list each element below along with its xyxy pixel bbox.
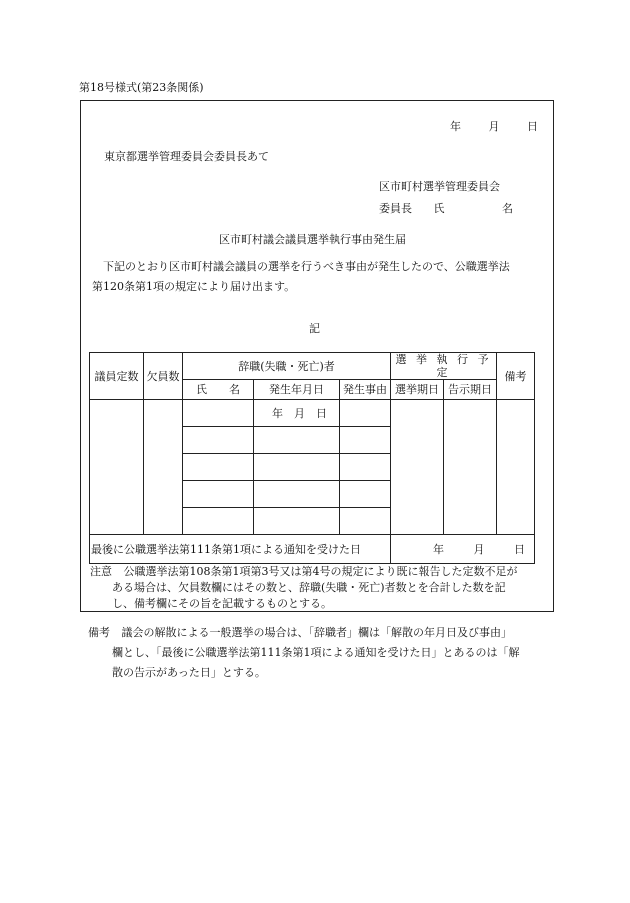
date-year-label: 年: [450, 120, 461, 133]
chair-label: 委員長: [379, 202, 412, 215]
vacancies-cell[interactable]: [144, 400, 183, 535]
occurrence-date-cell[interactable]: [254, 454, 340, 481]
header-election-schedule: 選 挙 執 行 予 定: [391, 353, 497, 380]
name-cell[interactable]: [183, 508, 254, 535]
occurrence-reason-cell[interactable]: [340, 454, 391, 481]
body-text: [92, 257, 547, 297]
header-notice-date: 告示期日: [444, 380, 497, 400]
caution-note: [90, 564, 518, 612]
occurrence-date-cell[interactable]: [254, 427, 340, 454]
header-election-date: 選挙期日: [391, 380, 444, 400]
sender-committee: 区市町村選挙管理委員会: [379, 180, 500, 193]
last-notice-date-cell[interactable]: [391, 535, 535, 564]
remarks-note: [88, 623, 520, 683]
document-title: 区市町村議会議員選挙執行事由発生届: [219, 233, 406, 246]
last-date-day: 日: [514, 542, 525, 556]
ki-heading: 記: [309, 322, 320, 335]
occurrence-reason-cell[interactable]: [340, 481, 391, 508]
remarks-label: 備考: [88, 626, 110, 639]
remarks-line-3: 散の告示があった日」とする。: [112, 666, 266, 679]
header-name: 氏 名: [183, 380, 254, 400]
caution-label: 注意: [90, 565, 112, 578]
vacancy-table: [89, 352, 535, 564]
last-date-year: 年: [433, 542, 444, 556]
last-notice-label: 最後に公職選挙法第111条第1項による通知を受けた日: [90, 535, 391, 564]
sender-chair: [379, 203, 513, 214]
seats-cell[interactable]: [90, 400, 144, 535]
occurrence-date-cell[interactable]: 年 月 日: [254, 400, 340, 427]
name-cell[interactable]: [183, 400, 254, 427]
date-month-label: 月: [488, 120, 500, 133]
header-resigned: 辞職(失職・死亡)者: [183, 353, 391, 380]
header-seats: 議員定数: [90, 353, 144, 400]
occurrence-reason-cell[interactable]: [340, 508, 391, 535]
caution-line-2: ある場合は、欠員数欄にはその数と、辞職(失職・死亡)者数とを合計した数を記: [112, 581, 506, 594]
body-line-1: 下記のとおり区市町村議会議員の選挙を行うべき事由が発生したので、公職選挙法: [103, 260, 510, 273]
occurrence-date-cell[interactable]: [254, 481, 340, 508]
caution-line-3: し、備考欄にその旨を記載するものとする。: [112, 597, 332, 610]
date-day-label: 日: [527, 120, 538, 133]
name-cell[interactable]: [183, 454, 254, 481]
caution-line-1: 公職選挙法第108条第1項第3号又は第4号の規定により既に報告した定数不足が: [123, 565, 518, 578]
last-date-month: 月: [473, 542, 485, 556]
name-cell[interactable]: [183, 481, 254, 508]
name-cell[interactable]: [183, 427, 254, 454]
form-number: 第18号様式(第23条関係): [79, 81, 204, 94]
occurrence-date-cell[interactable]: [254, 508, 340, 535]
remarks-line-2: 欄とし、「最後に公職選挙法第111条第1項による通知を受けた日」とあるのは「解: [112, 646, 520, 659]
name-label-2: 名: [502, 202, 513, 215]
occurrence-reason-cell[interactable]: [340, 400, 391, 427]
body-line-2: 第120条第1項の規定により届け出ます。: [92, 280, 296, 293]
remarks-line-1: 議会の解散による一般選挙の場合は、「辞職者」欄は「解散の年月日及び事由」: [121, 626, 512, 639]
header-vacancies: 欠員数: [144, 353, 183, 400]
name-label-1: 氏: [433, 202, 445, 215]
header-occurrence-date: 発生年月日: [254, 380, 340, 400]
notice-date-cell[interactable]: [444, 400, 497, 535]
header-occurrence-reason: 発生事由: [340, 380, 391, 400]
addressee: 東京都選挙管理委員会委員長あて: [104, 150, 269, 163]
election-date-cell[interactable]: [391, 400, 444, 535]
remarks-cell[interactable]: [497, 400, 535, 535]
date-line: [450, 121, 538, 132]
occurrence-reason-cell[interactable]: [340, 427, 391, 454]
header-remarks: 備考: [497, 353, 535, 400]
